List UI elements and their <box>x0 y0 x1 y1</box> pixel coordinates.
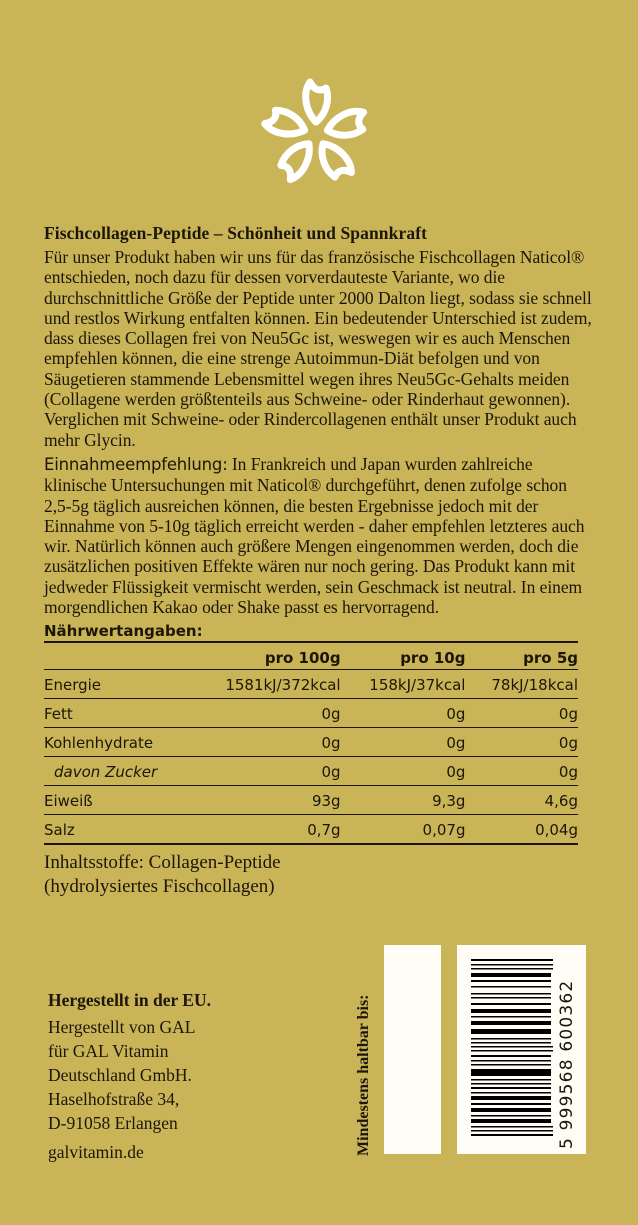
nutrition-title: Nährwertangaben: <box>44 622 203 641</box>
manufacturer-line: Hergestellt von GAL <box>48 1017 196 1037</box>
ingredients-line: Inhaltsstoffe: Collagen-Peptide <box>44 852 281 874</box>
nutrient-value: 9,3g <box>341 786 466 815</box>
nutrient-value: 0,7g <box>191 815 341 845</box>
nutrient-label: davon Zucker <box>44 757 191 786</box>
nutrient-label: Fett <box>44 699 191 728</box>
website-link[interactable]: galvitamin.de <box>48 1142 144 1162</box>
nutrition-row <box>44 699 578 728</box>
nutrient-value: 0g <box>341 728 466 757</box>
nutrient-value: 158kJ/37kcal <box>341 670 466 699</box>
label-content <box>44 222 596 899</box>
nutrition-row <box>44 815 578 845</box>
nutrition-table <box>44 641 578 845</box>
nutrient-value: 0g <box>465 728 578 757</box>
manufacturer-line: für GAL Vitamin <box>48 1041 169 1061</box>
nutrition-row <box>44 728 578 757</box>
best-before-field <box>384 945 441 1154</box>
nutrient-value: 78kJ/18kcal <box>465 670 578 699</box>
product-title: Fischcollagen-Peptide – Schönheit und Spannkraft <box>44 223 428 243</box>
nutrition-row <box>44 786 578 815</box>
barcode-panel <box>457 945 586 1154</box>
nutrient-value: 1581kJ/372kcal <box>191 670 341 699</box>
made-in-eu: Hergestellt in der EU. <box>48 990 211 1010</box>
manufacturer-block <box>48 988 308 1164</box>
nutrient-value: 0,04g <box>465 815 578 845</box>
nutrient-value: 4,6g <box>465 786 578 815</box>
nutrient-value: 0g <box>341 757 466 786</box>
column-header: pro 5g <box>523 649 578 668</box>
nutrient-value: 0g <box>191 699 341 728</box>
ingredients-line: (hydrolysiertes Fischcollagen) <box>44 876 275 898</box>
ingredients <box>44 851 596 899</box>
barcode-number: 5 999568 600362 <box>557 979 577 1149</box>
nutrient-value: 0,07g <box>341 815 466 845</box>
column-header: pro 100g <box>264 649 341 668</box>
nutrient-label: Kohlenhydrate <box>44 728 191 757</box>
nutrient-value: 0g <box>191 757 341 786</box>
nutrition-header-row <box>44 642 578 670</box>
barcode-icon <box>471 959 553 1141</box>
best-before-label: Mindestens haltbar bis: <box>355 994 372 1156</box>
nutrient-value: 0g <box>465 757 578 786</box>
column-header: pro 10g <box>400 649 466 668</box>
description-text: Für unser Produkt haben wir uns für das französische Fischcollagen Naticol® entschieden, noch dazu für dessen vorverdauteste Variante, wo die durchschnittliche Größe der Peptide unter 2000 Dalton liegt, sodass sie schnell und restlos Wirkung entfalten können. Ein bedeutender Unterschied ist zudem, dass dieses Collagen frei von Neu5Gc ist, weswegen wir es auch Menschen empfehlen können, die eine strenge Autoimmun-Diät befolgen und von Säugetieren stammende Lebensmittel wegen ihres Neu5Gc-Gehalts meiden (Collagene werden größtenteils aus Schweine- oder Rinderhaut gewonnen). Verglichen mit Schweine- oder Rindercollagenen enthält unser Produkt auch mehr Glycin. <box>44 247 592 450</box>
dosage-label: Einnahmeempfehlung: <box>44 454 228 474</box>
nutrient-label: Salz <box>44 815 191 845</box>
dosage-text: In Frankreich und Japan wurden zahlreiche klinische Untersuchungen mit Naticol® durchgeführt, denen zufolge schon 2,5-5g täglich ausreichen können, die besten Ergebnisse jedoch mit der Einnahme von 5-10g täglich erreicht werden - daher empfehlen letzteres auch wir. Natürlich können auch größere Mengen eingenommen werden, doch die zusätzlichen positiven Effekte wären nur noch gering. Das Produkt kann mit jedweder Flüssigkeit vermischt werden, sein Geschmack ist neutral. In einem morgendlichen Kakao oder Shake passt es hervorragend. <box>44 453 585 618</box>
nutrient-label: Eiweiß <box>44 786 191 815</box>
nutrient-label: Energie <box>44 670 191 699</box>
manufacturer-line: Deutschland GmbH. <box>48 1065 192 1085</box>
nutrient-value: 93g <box>191 786 341 815</box>
nutrition-row <box>44 757 578 786</box>
manufacturer-line: D-91058 Erlangen <box>48 1113 178 1133</box>
manufacturer-line: Haselhofstraße 34, <box>48 1089 180 1109</box>
column-header <box>44 642 191 670</box>
dosage-paragraph <box>44 454 596 617</box>
nutrient-value: 0g <box>465 699 578 728</box>
nutrition-row <box>44 670 578 699</box>
flower-logo-icon <box>258 72 374 188</box>
nutrient-value: 0g <box>341 699 466 728</box>
nutrient-value: 0g <box>191 728 341 757</box>
